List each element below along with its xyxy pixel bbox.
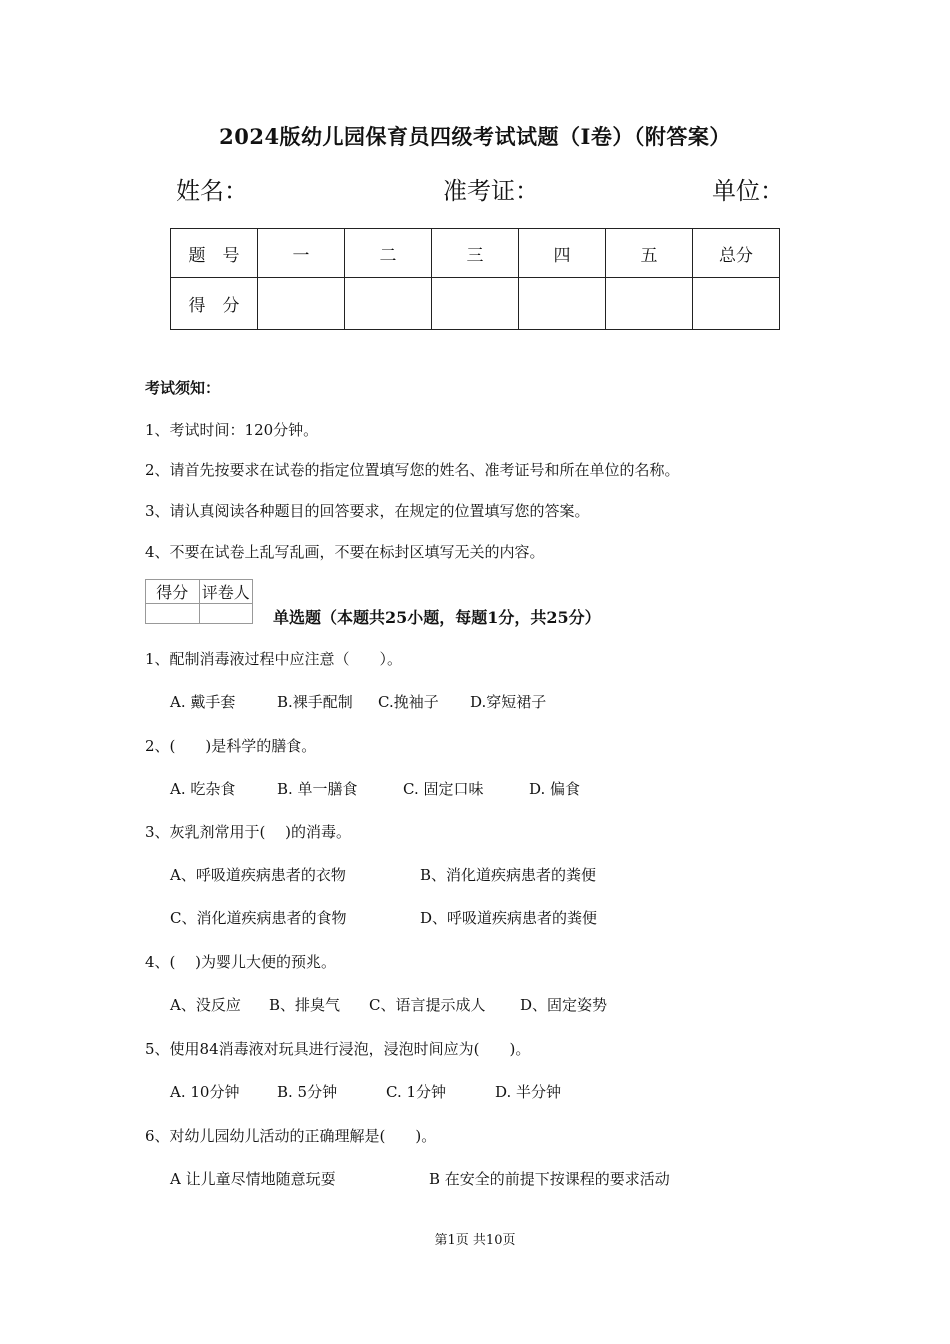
score-table-header: 四 [519,229,606,278]
score-cell [693,278,780,330]
question-option: A. 10分钟 [170,1083,240,1101]
grader-score-label: 得分 [146,580,200,604]
exam-id-field-label: 准考证： [443,177,539,205]
question-option: A. 戴手套 [170,693,236,711]
question-option: B. 单一膳食 [277,780,358,798]
grader-score-cell [146,604,200,624]
score-table-header: 题 号 [171,229,258,278]
notice-heading: 考试须知： [145,379,221,397]
question-stem: 2、( )是科学的膳食。 [145,737,317,755]
question-option: B、消化道疾病患者的粪便 [420,866,597,884]
score-cell [345,278,432,330]
score-cell [519,278,606,330]
score-cell [432,278,519,330]
question-stem: 3、灰乳剂常用于( )的消毒。 [145,823,352,841]
score-table-score-row [171,278,780,330]
notice-item: 3、请认真阅读各种题目的回答要求，在规定的位置填写您的答案。 [145,502,590,520]
question-option: A. 吃杂食 [170,780,236,798]
question-option: B、排臭气 [269,996,341,1014]
question-option: A、没反应 [170,996,241,1014]
question-option: D、固定姿势 [520,996,608,1014]
question-option: C.挽袖子 [378,693,439,711]
question-option: D. 半分钟 [495,1083,562,1101]
question-stem: 4、( )为婴儿大便的预兆。 [145,953,337,971]
score-row-label: 得 分 [171,278,258,330]
score-table-header: 三 [432,229,519,278]
grader-box [145,579,253,624]
unit-field-label: 单位： [712,177,784,205]
question-option: C. 固定口味 [403,780,484,798]
score-cell [606,278,693,330]
section-title: 单选题（本题共25小题，每题1分，共25分） [273,608,601,627]
question-stem: 5、使用84消毒液对玩具进行浸泡，浸泡时间应为( )。 [145,1040,531,1058]
question-option: B 在安全的前提下按课程的要求活动 [429,1170,670,1188]
question-option: D.穿短裙子 [470,693,547,711]
name-field-label: 姓名： [176,177,248,205]
score-table-header: 五 [606,229,693,278]
question-stem: 1、配制消毒液过程中应注意（ ）。 [145,650,403,668]
question-option: A 让儿童尽情地随意玩耍 [170,1170,336,1188]
notice-item: 2、请首先按要求在试卷的指定位置填写您的姓名、准考证号和所在单位的名称。 [145,461,680,479]
notice-item: 4、不要在试卷上乱写乱画，不要在标封区填写无关的内容。 [145,543,545,561]
score-cell [258,278,345,330]
question-option: D、呼吸道疾病患者的粪便 [420,909,598,927]
question-option: B. 5分钟 [277,1083,338,1101]
page-footer: 第1页 共10页 [434,1233,516,1248]
score-table-header: 一 [258,229,345,278]
question-option: C、语言提示成人 [369,996,486,1014]
grader-reviewer-label: 评卷人 [199,580,253,604]
question-option: B.裸手配制 [277,693,353,711]
grader-reviewer-cell [199,604,253,624]
question-stem: 6、对幼儿园幼儿活动的正确理解是( )。 [145,1127,437,1145]
notice-item: 1、考试时间：120分钟。 [145,421,319,439]
question-option: D. 偏食 [529,780,581,798]
question-option: A、呼吸道疾病患者的衣物 [170,866,346,884]
score-table-header: 总分 [693,229,780,278]
question-option: C、消化道疾病患者的食物 [170,909,347,927]
score-table-header: 二 [345,229,432,278]
question-option: C. 1分钟 [386,1083,447,1101]
score-table-header-row [171,229,780,278]
exam-title: 2024版幼儿园保育员四级考试试题（I卷）（附答案） [219,124,731,149]
score-table [170,228,780,330]
